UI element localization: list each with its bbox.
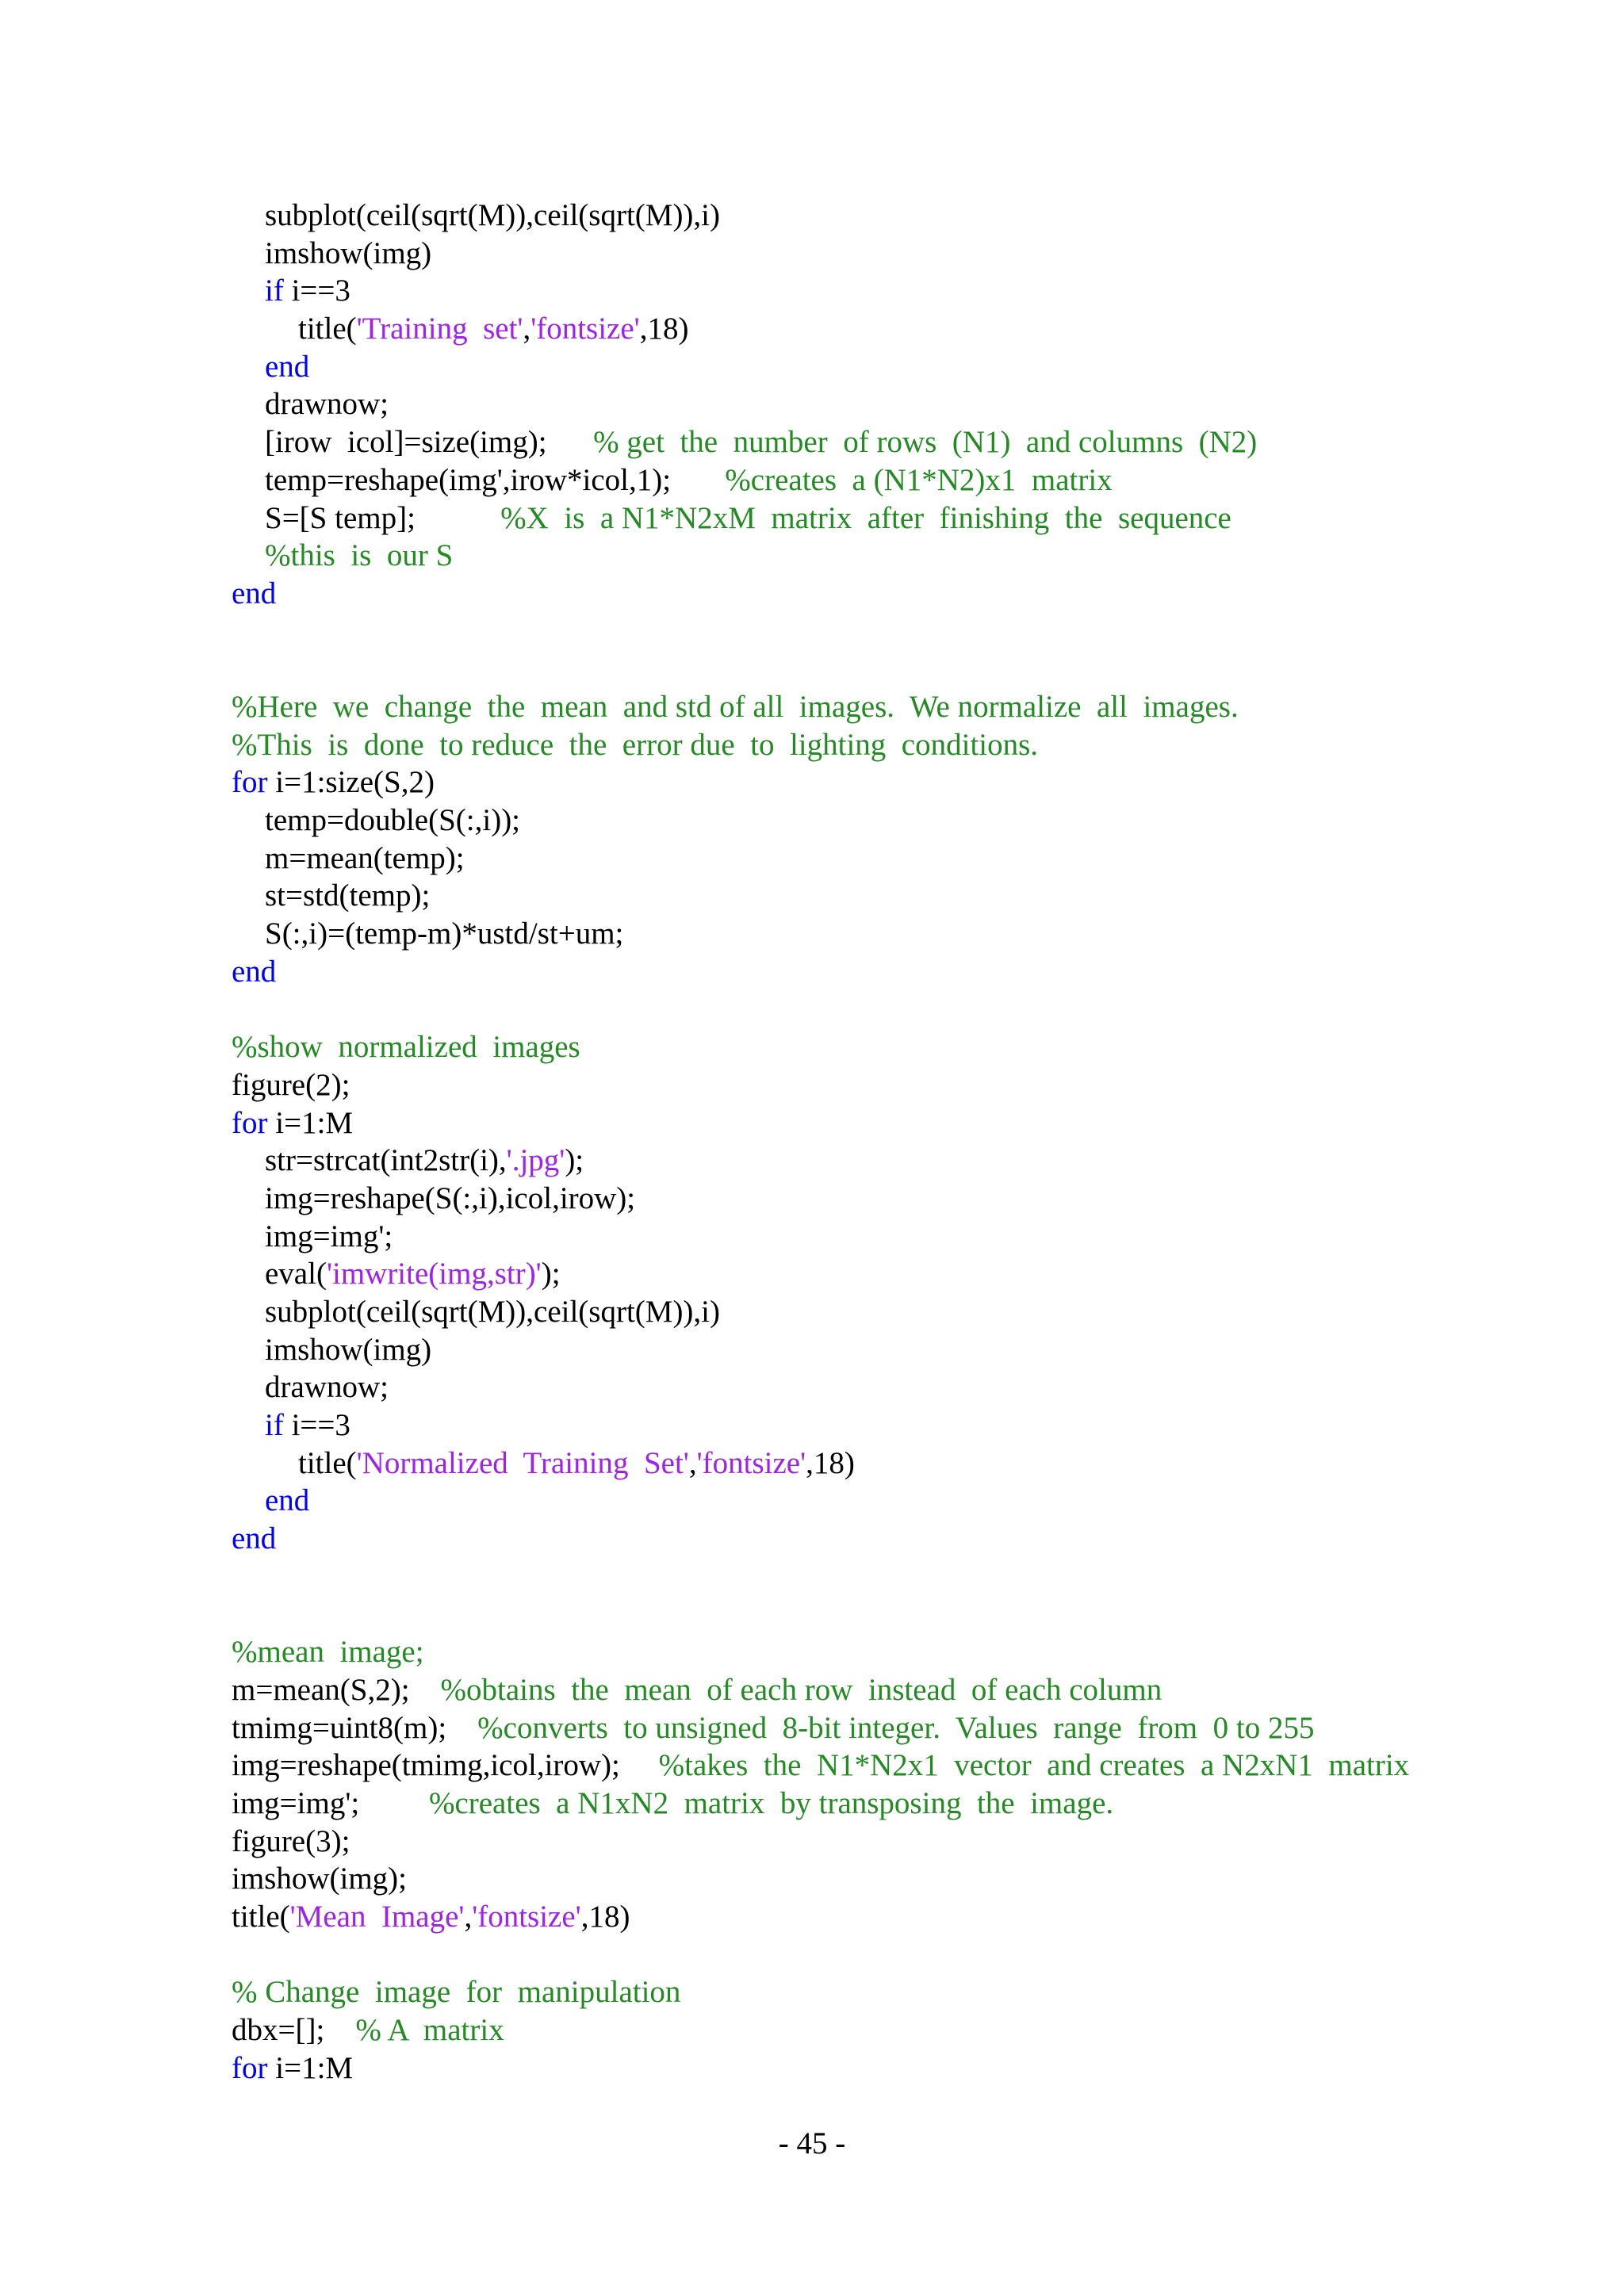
code-token-comment: %creates a (N1*N2)x1 matrix — [725, 462, 1113, 497]
code-token-code: figure(3); — [232, 1823, 350, 1858]
code-line — [232, 385, 1580, 423]
code-token-keyword: if — [265, 1408, 284, 1442]
code-token-code: i=1:M — [267, 1105, 354, 1140]
code-line — [232, 272, 1580, 310]
code-token-code: img=img'; — [232, 1785, 429, 1820]
code-line — [232, 915, 1580, 953]
code-line — [232, 575, 1580, 613]
code-token-code: imshow(img); — [232, 1862, 407, 1896]
code-token-comment: %X is a N1*N2xM matrix after finishing the sequence — [500, 500, 1231, 535]
code-token-code: , — [464, 1899, 473, 1934]
code-token-keyword: end — [232, 576, 277, 610]
code-line — [232, 953, 1580, 991]
code-token-keyword: for — [232, 2050, 268, 2085]
code-line — [232, 1823, 1580, 1861]
code-line — [232, 1142, 1580, 1180]
code-line — [232, 1709, 1580, 1747]
code-token-code: drawnow; — [265, 1370, 389, 1405]
code-token-comment: % A matrix — [355, 2013, 504, 2047]
code-token-code: title( — [298, 312, 357, 346]
code-token-code: m=mean(temp); — [265, 840, 465, 875]
page-number: - 45 - — [778, 2126, 846, 2160]
blank-line — [232, 1558, 1580, 1596]
blank-line — [232, 650, 1580, 688]
code-token-comment: %converts to unsigned 8-bit integer. Values range from 0 to 255 — [477, 1710, 1315, 1745]
code-token-code: ); — [541, 1257, 561, 1292]
blank-line — [232, 1936, 1580, 1974]
code-token-comment: % Change image for manipulation — [232, 1975, 681, 2010]
code-line — [232, 310, 1580, 348]
code-line — [232, 1293, 1580, 1331]
code-token-code: eval( — [265, 1257, 327, 1292]
code-line — [232, 877, 1580, 915]
code-token-comment: %creates a N1xN2 matrix by transposing the image. — [428, 1785, 1114, 1820]
code-line — [232, 1860, 1580, 1898]
code-token-comment: %Here we change the mean and std of all images. We normalize all images. — [232, 689, 1239, 724]
code-line — [232, 499, 1580, 538]
code-line — [232, 197, 1580, 235]
code-token-string: 'Training set' — [356, 312, 523, 346]
code-line — [232, 537, 1580, 575]
code-token-code: dbx=[]; — [232, 2013, 356, 2047]
code-token-keyword: end — [265, 349, 310, 384]
code-token-string: 'Normalized Training Set' — [356, 1445, 689, 1480]
code-line — [232, 1482, 1580, 1520]
code-token-code: figure(2); — [232, 1067, 350, 1102]
code-token-code: m=mean(S,2); — [232, 1672, 441, 1707]
code-token-code: temp=reshape(img',irow*icol,1); — [265, 462, 726, 497]
code-token-keyword: end — [232, 954, 277, 989]
code-token-string: 'imwrite(img,str)' — [326, 1257, 542, 1292]
code-line — [232, 2049, 1580, 2087]
code-line — [232, 1633, 1580, 1671]
code-line — [232, 1520, 1580, 1558]
code-line — [232, 235, 1580, 273]
code-line — [232, 1898, 1580, 1936]
code-token-code: i==3 — [283, 274, 350, 308]
code-token-comment: %this is our S — [265, 538, 454, 573]
code-token-code: ,18) — [580, 1899, 630, 1934]
code-token-code: S(:,i)=(temp-m)*ustd/st+um; — [265, 916, 624, 951]
code-token-code: i==3 — [283, 1408, 350, 1442]
code-token-code: st=std(temp); — [265, 878, 431, 913]
code-token-string: 'fontsize' — [696, 1445, 806, 1480]
code-listing — [232, 197, 1580, 2087]
code-token-keyword: if — [265, 274, 284, 308]
code-line — [232, 1066, 1580, 1104]
code-token-string: 'Mean Image' — [289, 1899, 465, 1934]
code-line — [232, 1180, 1580, 1218]
code-line — [232, 688, 1580, 726]
blank-line — [232, 613, 1580, 651]
code-token-code: title( — [232, 1899, 290, 1934]
code-token-code: str=strcat(int2str(i), — [265, 1143, 507, 1178]
code-line — [232, 1747, 1580, 1785]
code-token-code: , — [523, 312, 531, 346]
blank-line — [232, 1595, 1580, 1633]
code-line — [232, 1368, 1580, 1406]
code-line — [232, 840, 1580, 878]
code-token-keyword: end — [232, 1521, 277, 1556]
code-token-code: img=reshape(S(:,i),icol,irow); — [265, 1181, 636, 1215]
code-line — [232, 1406, 1580, 1445]
code-token-string: 'fontsize' — [530, 312, 640, 346]
code-token-code: S=[S temp]; — [265, 500, 501, 535]
blank-line — [232, 990, 1580, 1028]
code-line — [232, 1671, 1580, 1709]
code-token-comment: % get the number of rows (N1) and columns (N2) — [593, 425, 1258, 460]
code-line — [232, 763, 1580, 802]
code-token-comment: %This is done to reduce the error due to lighting conditions. — [232, 727, 1039, 762]
code-token-code: drawnow; — [265, 387, 389, 422]
code-token-code: i=1:size(S,2) — [267, 765, 435, 800]
code-line — [232, 1973, 1580, 2011]
code-token-comment: %mean image; — [232, 1635, 424, 1670]
code-token-code: img=reshape(tmimg,icol,irow); — [232, 1748, 659, 1783]
code-line — [232, 1255, 1580, 1293]
code-line — [232, 461, 1580, 499]
code-line — [232, 1218, 1580, 1256]
code-line — [232, 348, 1580, 386]
code-line — [232, 802, 1580, 840]
code-token-code: subplot(ceil(sqrt(M)),ceil(sqrt(M)),i) — [265, 198, 720, 232]
code-token-code: [irow icol]=size(img); — [265, 425, 594, 460]
code-token-code: title( — [298, 1445, 357, 1480]
code-token-code: ,18) — [639, 312, 689, 346]
code-line — [232, 1445, 1580, 1483]
code-line — [232, 1104, 1580, 1142]
code-token-string: 'fontsize' — [472, 1899, 581, 1934]
code-token-comment: %show normalized images — [232, 1030, 580, 1065]
code-line — [232, 1785, 1580, 1823]
code-token-code: ); — [565, 1143, 584, 1178]
code-line — [232, 2011, 1580, 2049]
code-token-keyword: end — [265, 1483, 310, 1518]
code-line — [232, 423, 1580, 461]
code-token-code: subplot(ceil(sqrt(M)),ceil(sqrt(M)),i) — [265, 1294, 720, 1329]
code-token-code: tmimg=uint8(m); — [232, 1710, 478, 1745]
code-token-code: i=1:M — [267, 2050, 354, 2085]
code-token-comment: %takes the N1*N2x1 vector and creates a N2xN1 matrix — [658, 1748, 1410, 1783]
code-line — [232, 726, 1580, 764]
code-token-string: '.jpg' — [506, 1143, 565, 1178]
code-token-code: temp=double(S(:,i)); — [265, 803, 521, 837]
code-token-code: , — [688, 1445, 697, 1480]
code-token-keyword: for — [232, 1105, 268, 1140]
code-line — [232, 1331, 1580, 1369]
code-token-code: img=img'; — [265, 1219, 393, 1253]
code-token-code: imshow(img) — [265, 1332, 432, 1367]
code-token-keyword: for — [232, 765, 268, 800]
code-token-comment: %obtains the mean of each row instead of each column — [440, 1672, 1162, 1707]
code-token-code: imshow(img) — [265, 235, 432, 270]
code-token-code: ,18) — [806, 1445, 855, 1480]
code-line — [232, 1028, 1580, 1066]
